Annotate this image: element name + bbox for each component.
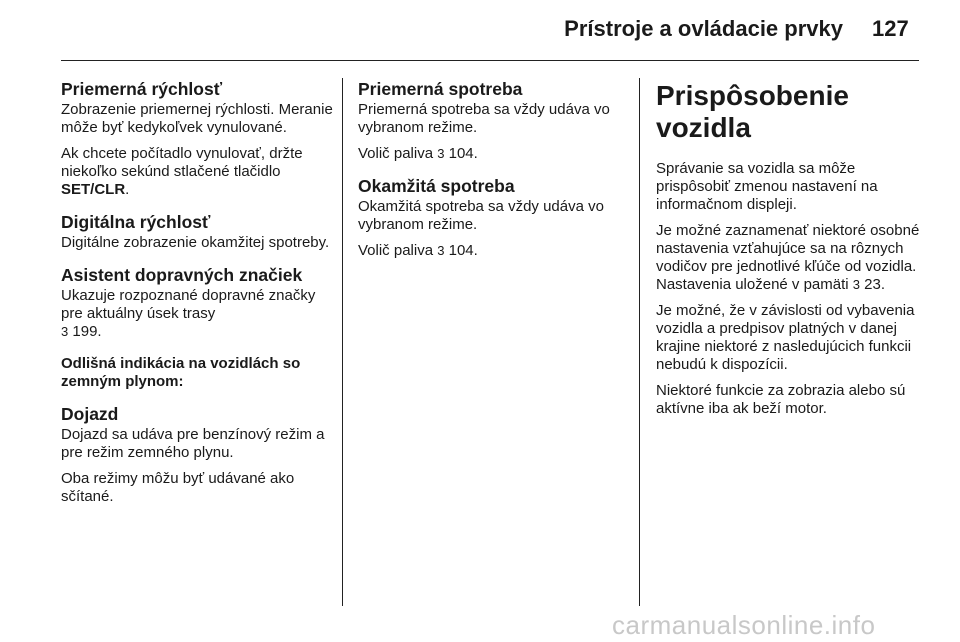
page-reference-arrow-icon: 3 [61, 324, 69, 339]
paragraph-end: . [125, 181, 130, 198]
page-number: 127 [872, 16, 909, 41]
page-reference: 23. [860, 276, 886, 293]
paragraph: Okamžitá spotreba sa vždy udáva vo vybranom režime. [358, 198, 604, 233]
section-cng-note [61, 355, 333, 391]
paragraph-text: Je možné zaznamenať niektoré osobné nastavenia vzťahujúce sa na rôznych vodičov pre jednotlivé kľúče od vozidla. Nastavenia uložené v pamäti [656, 222, 920, 293]
paragraph [656, 222, 928, 294]
page-reference: 199. [68, 323, 102, 340]
paragraph [61, 145, 333, 199]
section-average-consumption [358, 80, 630, 163]
column-divider-1 [342, 78, 343, 606]
section-average-speed [61, 80, 333, 199]
page-reference: 104. [444, 242, 478, 259]
section-title: Dojazd [61, 404, 119, 424]
paragraph: Zobrazenie priemernej rýchlosti. Meranie môže byť kedykoľvek vynulované. [61, 101, 333, 136]
section-range [61, 405, 333, 506]
column-3 [656, 80, 928, 426]
section-title: Digitálna rýchlosť [61, 212, 211, 232]
page-reference-arrow-icon: 3 [437, 243, 445, 258]
paragraph [358, 145, 630, 163]
page-header-title: Prístroje a ovládacie prvky [564, 16, 843, 41]
paragraph-text: Volič paliva [358, 145, 438, 162]
section-digital-speed [61, 213, 333, 252]
subheading: Odlišná indikácia na vozidlách so zemným plynom: [61, 355, 301, 390]
header-divider [61, 60, 919, 61]
section-traffic-sign-assistant [61, 266, 333, 341]
section-title: Asistent dopravných značiek [61, 265, 303, 285]
page-reference: 104. [444, 145, 478, 162]
paragraph: Správanie sa vozidla sa môže prispôsobiť zmenou nastavení na informačnom displeji. [656, 160, 878, 213]
section-title: Priemerná rýchlosť [61, 79, 223, 99]
paragraph-text: Volič paliva [358, 242, 438, 259]
page-reference-arrow-icon: 3 [437, 146, 445, 161]
paragraph-text: Ak chcete počítadlo vynulovať, držte niekoľko sekúnd stlačené tlačidlo [61, 145, 303, 180]
column-2 [358, 80, 630, 274]
paragraph [61, 287, 333, 341]
paragraph: Priemerná spotreba sa vždy udáva vo vybranom režime. [358, 101, 610, 136]
paragraph-text: Ukazuje rozpoznané dopravné značky pre aktuálny úsek trasy [61, 287, 316, 322]
section-instant-consumption [358, 177, 630, 260]
paragraph: Niektoré funkcie za zobrazia alebo sú aktívne iba ak beží motor. [656, 382, 906, 417]
paragraph: Oba režimy môžu byť udávané ako sčítané. [61, 470, 295, 505]
section-title: Okamžitá spotreba [358, 176, 515, 196]
column-1 [61, 80, 333, 520]
paragraph [358, 242, 630, 260]
chapter-title: Prispôsobenie vozidla [656, 80, 849, 143]
paragraph: Je možné, že v závislosti od vybavenia vozidla a predpisov platných v danej krajine niektoré z nasledujúcich funkcii nebudú k dispozícii. [656, 302, 915, 373]
column-divider-2 [639, 78, 640, 606]
paragraph: Dojazd sa udáva pre benzínový režim a pre režim zemného plynu. [61, 426, 325, 461]
page-reference-arrow-icon: 3 [852, 277, 861, 292]
button-name-set-clr: SET/CLR [61, 181, 126, 198]
watermark: carmanualsonline.info [612, 610, 876, 640]
section-title: Priemerná spotreba [358, 79, 523, 99]
paragraph: Digitálne zobrazenie okamžitej spotreby. [61, 234, 330, 251]
